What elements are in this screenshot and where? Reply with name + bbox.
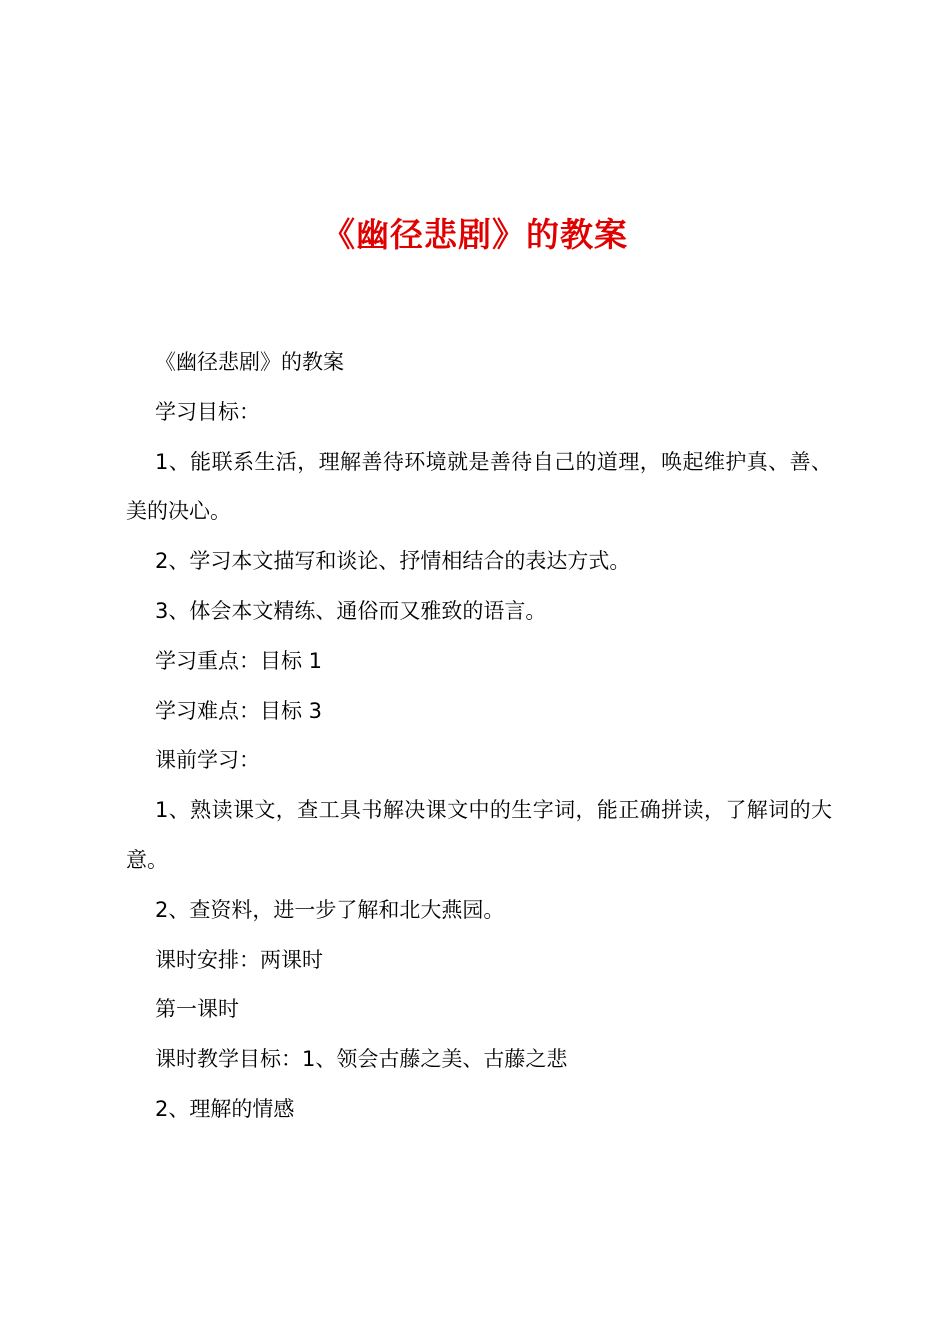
paragraph-lesson-goals: 课时教学目标：1、领会古藤之美、古藤之悲 [155, 1047, 568, 1072]
document-body [126, 338, 832, 1135]
paragraph-difficulty: 学习难点：目标 3 [155, 698, 323, 723]
paragraph-goal-3: 3、体会本文精练、通俗而又雅致的语言。 [155, 598, 547, 623]
paragraph-goal-2: 2、学习本文描写和谈论、抒情相结合的表达方式。 [155, 549, 631, 574]
paragraph-heading: 《幽径悲剧》的教案 [155, 350, 344, 374]
paragraph-preview-1: 1、熟读课文，查工具书解决课文中的生字词，能正确拼读，了解词的大意。 [126, 798, 832, 872]
paragraph-preview-label: 课前学习： [155, 748, 260, 773]
paragraph-preview-2: 2、查资料，进一步了解和北大燕园。 [155, 897, 505, 922]
paragraph-learning-goals-label: 学习目标： [155, 399, 260, 424]
paragraph-first-lesson: 第一课时 [155, 997, 239, 1022]
document-title: 《幽径悲剧》的教案 [322, 215, 628, 254]
paragraph-schedule: 课时安排：两课时 [155, 947, 323, 972]
paragraph-lesson-goal-2: 2、理解的情感 [155, 1096, 295, 1121]
paragraph-key-point: 学习重点：目标 1 [155, 648, 323, 673]
paragraph-goal-1: 1、能联系生活，理解善待环境就是善待自己的道理，唤起维护真、善、美的决心。 [126, 449, 832, 524]
